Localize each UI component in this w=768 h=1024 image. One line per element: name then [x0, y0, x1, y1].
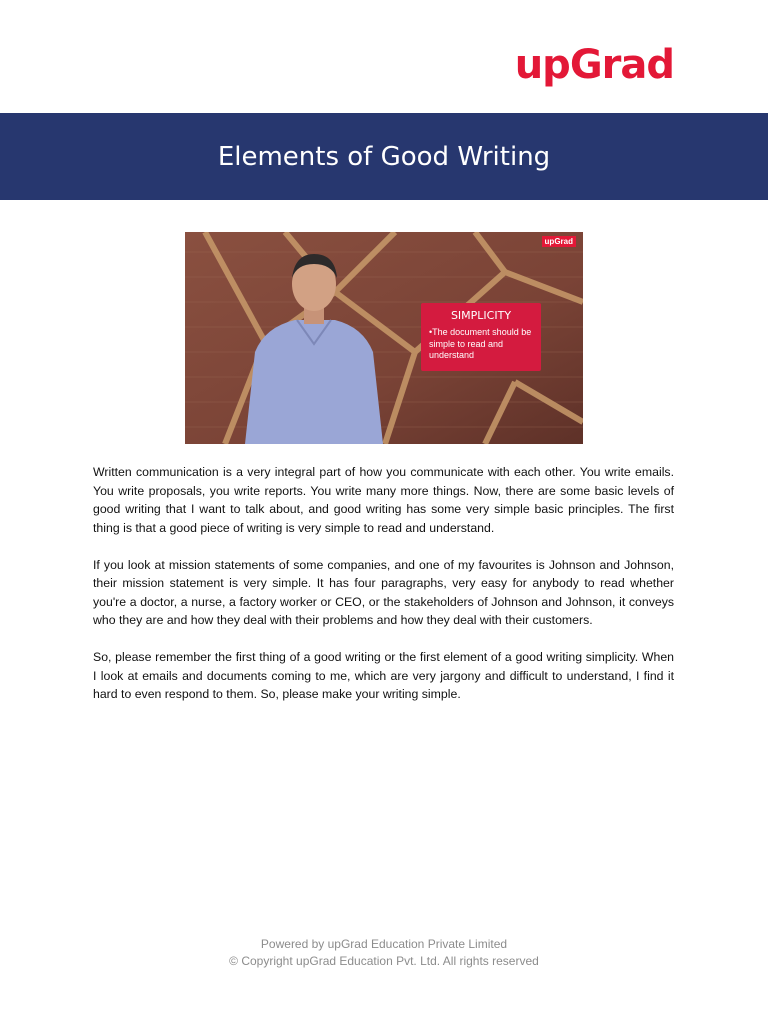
paragraph: So, please remember the first thing of a good writing or the first element of a good writing simplicity. When I look at emails and documents coming to me, which are very jargony and difficult to understand, I find it hard to even respond to them. So, please make your writing simple.: [93, 650, 674, 701]
article-body: [93, 463, 674, 722]
callout-bullet: •The document should be simple to read and understand: [429, 327, 532, 360]
footer-powered-by: Powered by upGrad Education Private Limited: [260, 937, 508, 951]
page-title: Elements of Good Writing: [217, 141, 551, 172]
paragraph: Written communication is a very integral part of how you communicate with each other. You write emails. You write proposals, you write reports. You write many more things. Now, there are some basic levels of good writing that I want to talk about, and good writing has some very simple basic principles. The first thing is that a good piece of writing is very simple to read and understand.: [93, 465, 674, 535]
paragraph: If you look at mission statements of some companies, and one of my favourites is Johnson and Johnson, their mission statement is very simple. It has four paragraphs, very easy for anybody to read whether you're a doctor, a nurse, a factory worker or CEO, or the stakeholders of Johnson and Johnson, it conveys who they are and how they deal with their problems and how they deal with their customers.: [93, 557, 674, 627]
simplicity-callout: [421, 303, 541, 371]
title-banner: [0, 113, 768, 200]
callout-title: SIMPLICITY: [450, 309, 512, 322]
video-watermark-logo: upGrad: [542, 236, 576, 247]
footer-copyright: © Copyright upGrad Education Pvt. Ltd. All rights reserved: [229, 954, 539, 968]
upgrad-logo: upGrad: [514, 42, 674, 88]
video-thumbnail[interactable]: [185, 232, 583, 444]
